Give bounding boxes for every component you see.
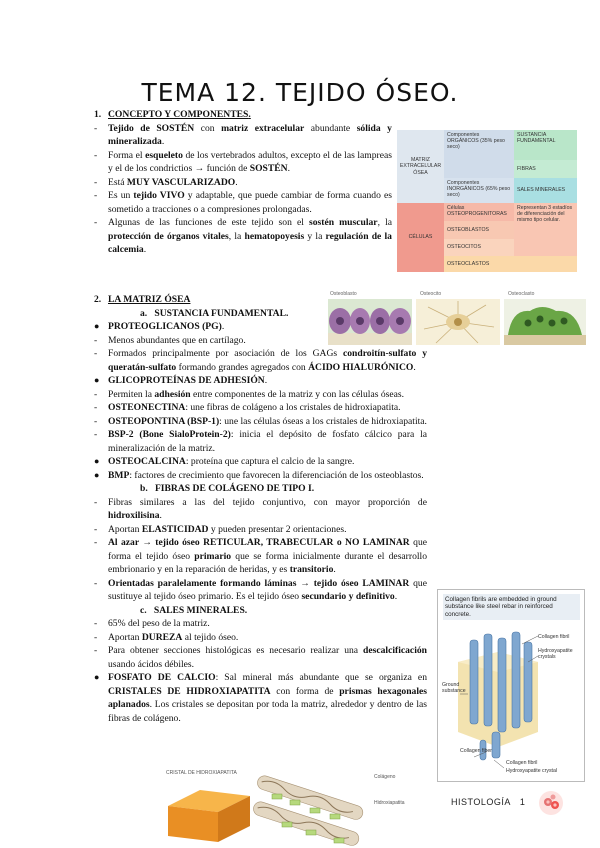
label-colageno: Colágeno bbox=[374, 774, 396, 780]
list-item: - Menos abundantes que en cartílago. bbox=[94, 334, 246, 346]
bullet-list bbox=[92, 122, 392, 257]
section-heading-text: LA MATRIZ ÓSEA bbox=[108, 294, 191, 305]
list-item: - Algunas de las funciones de este tejido son el sostén muscular, la protección de órganos vitales, la hematopoyesis y la regulación de la calcemia. bbox=[94, 217, 392, 255]
label-hydroxyapatite-crystal: Hydroxyapatite crystal bbox=[506, 768, 558, 774]
section-concepto bbox=[92, 108, 392, 257]
section-number: 1. bbox=[94, 109, 102, 120]
list-item: - Es un tejido VIVO y adaptable, que puede cambiar de forma cuando es sometido a tracciones o a compresiones prolongadas. bbox=[94, 190, 392, 215]
subsection-a-heading: a. SUSTANCIA FUNDAMENTAL. bbox=[140, 307, 289, 319]
hydroxyapatite-crystal-illustration bbox=[160, 766, 405, 848]
label-collagen-fibril-2: Collagen fibril bbox=[506, 760, 538, 766]
list-item: ● PROTEOGLICANOS (PG). bbox=[94, 321, 225, 332]
figure-caption: Collagen fibrils are embedded in ground substance like steel rebar in reinforced concrete. bbox=[443, 594, 580, 620]
list-c bbox=[92, 617, 427, 725]
list-item: - Aportan ELASTICIDAD y pueden presentar 2 orientaciones. bbox=[94, 523, 347, 535]
list-item: ● FOSFATO DE CALCIO: Sal mineral más abundante que se organiza en CRISTALES DE HIDROXIAPATITA con forma de prismas hexagonales aplanados. Los cristales se depositan por toda la matriz, alrededor y dentro de las fibras de colágeno. bbox=[94, 672, 427, 724]
list-item: ● GLICOPROTEÍNAS DE ADHESIÓN. bbox=[94, 375, 268, 386]
osteoclast-image bbox=[504, 299, 586, 345]
label-hydroxyapatite: Hydroxyapatite crystals bbox=[538, 648, 573, 660]
table-cell-sales: SALES MINERALES bbox=[514, 178, 577, 203]
table-cell-fibras: FIBRAS bbox=[514, 160, 577, 178]
label-collagen-fiber: Collagen fiber bbox=[460, 748, 493, 754]
list-item: - BSP-2 (Bone SialoProtein-2): inicia el depósito de fosfato cálcico para la mineralización de la matriz. bbox=[94, 429, 428, 454]
section-number: 2. bbox=[94, 294, 102, 305]
page-title: TEMA 12. TEJIDO ÓSEO. bbox=[141, 78, 459, 107]
list-item: ● OSTEOCALCINA: proteína que captura el calcio de la sangre. bbox=[94, 456, 355, 467]
table-cell-celulas: CÉLULAS bbox=[397, 203, 444, 272]
label-osteocito: Osteocito bbox=[420, 291, 442, 297]
table-cell-sustancia: SUSTANCIA FUNDAMENTAL bbox=[514, 130, 577, 160]
blood-cells-logo bbox=[538, 790, 564, 816]
list-item: - Para obtener secciones histológicas es necesario realizar una descalcificación usando ácidos débiles. bbox=[94, 645, 427, 670]
label-collagen-fibril: Collagen fibril bbox=[538, 634, 570, 640]
footer-label: HISTOLOGÍA bbox=[451, 797, 511, 807]
list-a bbox=[92, 320, 427, 482]
section-heading-text: CONCEPTO Y COMPONENTES bbox=[108, 109, 249, 120]
list-item: - OSTEOPONTINA (BSP-1): une las células óseas a los cristales de hidroxiapatita. bbox=[94, 415, 427, 427]
page-number: 1 bbox=[519, 797, 526, 807]
list-item: - 65% del peso de la matriz. bbox=[94, 618, 210, 629]
list-item: - Tejido de SOSTÉN con matriz extracelular abundante sólida y mineralizada. bbox=[94, 122, 392, 147]
list-item: - OSTEONECTINA: une fibras de colágeno a los cristales de hidroxiapatita. bbox=[94, 402, 401, 413]
label-ground-substance: Ground substance bbox=[442, 682, 466, 694]
list-item: - Formados principalmente por asociación de los GAGs condroitín-sulfato y queratán-sulfato formando grandes agregados con ÁCIDO HIALURÓNICO. bbox=[94, 348, 428, 373]
matrix-composition-table bbox=[397, 130, 577, 272]
list-item: ● BMP: factores de crecimiento que favorecen la diferenciación de los osteoblastos. bbox=[94, 469, 424, 481]
table-cell-organicos: Componentes ORGÁNICOS (35% peso seco) bbox=[444, 130, 514, 178]
table-cell-inorganicos: Componentes INORGÁNICOS (65% peso seco) bbox=[444, 178, 514, 203]
subsection-b-heading: b. FIBRAS DE COLÁGENO DE TIPO I. bbox=[140, 483, 315, 494]
list-item: - Forma el esqueleto de los vertebrados adultos, excepto el de las lampreas y el de los condrictios → función de SOSTÉN. bbox=[94, 149, 392, 174]
collagen-diagram bbox=[438, 622, 586, 780]
osteocyte-image bbox=[416, 299, 500, 345]
table-cell-cel3: OSTEOCITOS bbox=[444, 239, 514, 256]
label-hidroxiapatita: Hidroxiapatita bbox=[374, 800, 405, 806]
table-cell-matriz: MATRIZ EXTRACELULAR ÓSEA bbox=[397, 130, 444, 203]
table-cell-note: Representan 3 estadíos de diferenciación del mismo tipo celular. bbox=[514, 203, 577, 256]
section-matriz bbox=[92, 293, 427, 725]
table-cell-cel4: OSTEOCLASTOS bbox=[444, 256, 577, 272]
list-item: - Fibras similares a las del tejido conjuntivo, con mayor proporción de hidroxilisina. bbox=[94, 496, 427, 521]
list-item: - Orientadas paralelamente formando láminas → tejido óseo LAMINAR que sustituye al tejido óseo primario. Es el tejido óseo secundario y definitivo. bbox=[94, 577, 427, 602]
label-osteoblasto: Osteoblasto bbox=[330, 291, 357, 297]
list-item: - Aportan DUREZA al tejido óseo. bbox=[94, 631, 239, 643]
footer bbox=[451, 797, 525, 807]
table-cell-cel2: OSTEOBLASTOS bbox=[444, 221, 514, 239]
list-item: - Está MUY VASCULARIZADO. bbox=[94, 176, 238, 188]
label-osteoclasto: Osteoclasto bbox=[508, 291, 535, 297]
collagen-figure bbox=[437, 589, 585, 782]
table-cell-cel1: Células OSTEOPROGENITORAS bbox=[444, 203, 514, 221]
list-item: - Al azar → tejido óseo RETICULAR, TRABECULAR o NO LAMINAR que forma el tejido óseo primario que se forma inicialmente durante el desarrollo embrionario y en la reparación de heridas, y es transitorio. bbox=[94, 537, 428, 575]
subsection-c-heading: c. SALES MINERALES. bbox=[140, 604, 248, 616]
list-b bbox=[92, 496, 427, 604]
list-item: - Permiten la adhesión entre componentes de la matriz y con las células óseas. bbox=[94, 388, 405, 400]
section-heading bbox=[92, 293, 427, 307]
label-cristal: CRISTAL DE HIDROXIAPATITA bbox=[166, 770, 237, 776]
section-heading: 1. CONCEPTO Y COMPONENTES. bbox=[94, 109, 251, 120]
